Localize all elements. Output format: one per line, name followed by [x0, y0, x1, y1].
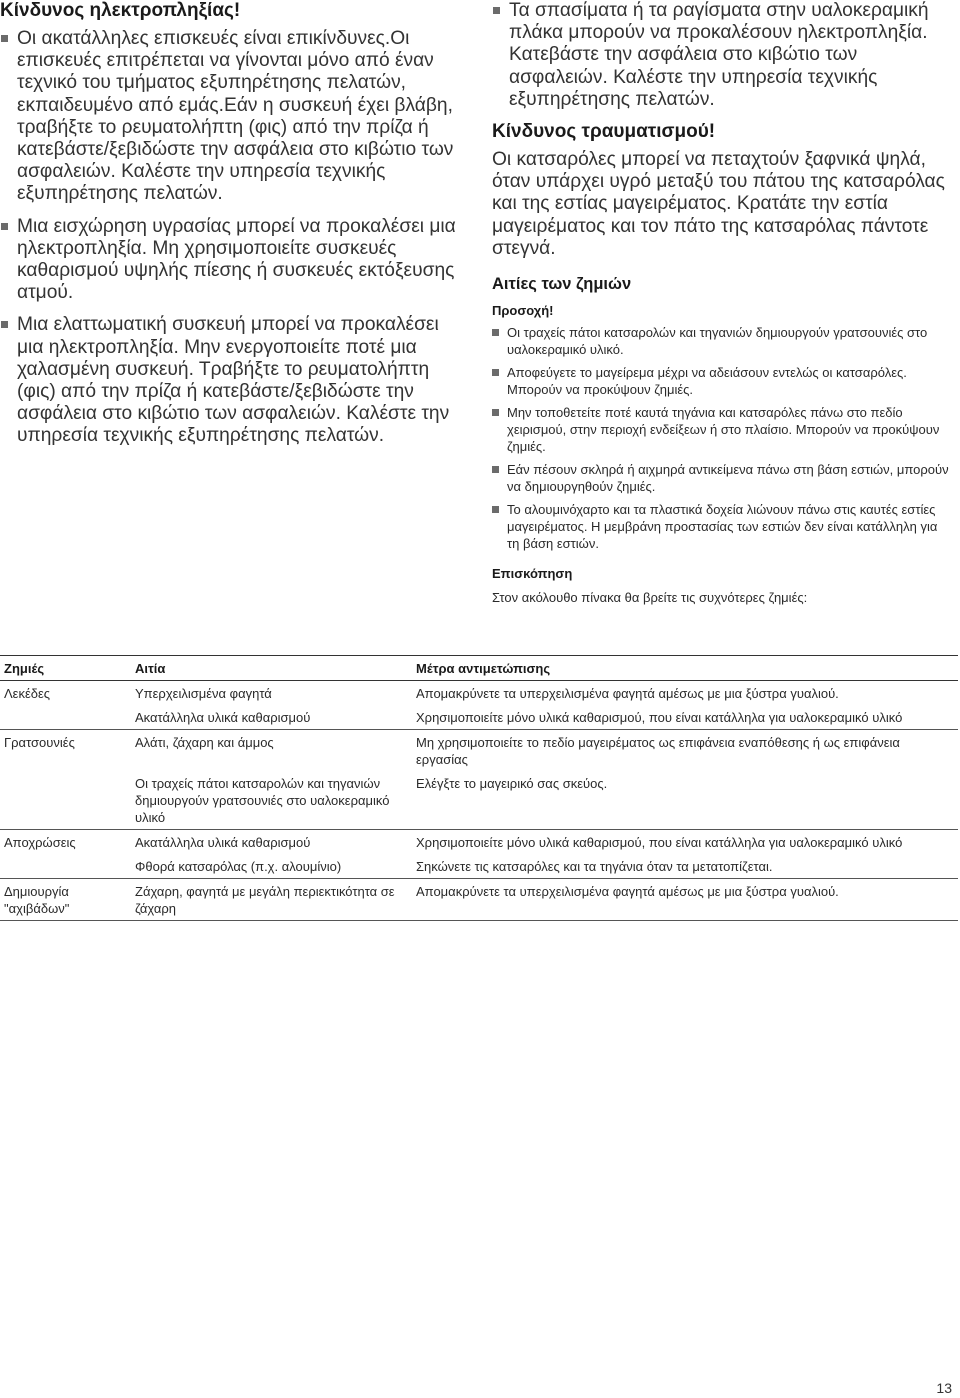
table-cell: Απομακρύνετε τα υπερχειλισμένα φαγητά αμέσως με μια ξύστρα γυαλιού.: [416, 686, 839, 701]
list-item: [0, 314, 468, 447]
overview-text: Στον ακόλουθο πίνακα θα βρείτε τις συχνότερες ζημιές:: [492, 590, 808, 606]
bullet-square-icon: [492, 466, 499, 473]
table-cell: Αλάτι, ζάχαρη και άμμος: [135, 735, 274, 750]
table-cell: [0, 854, 131, 879]
bullet-square-icon: [1, 223, 8, 230]
table-cell: Ζάχαρη, φαγητά με μεγάλη περιεκτικότητα σε ζάχαρη: [131, 879, 412, 921]
bullet-square-icon: [492, 369, 499, 376]
page-number: 13: [936, 1380, 952, 1396]
list-item-text: Μια ελαττωματική συσκευή μπορεί να προκαλέσει μια ηλεκτροπληξία. Μην ενεργοποιείτε ποτέ μια χαλασμένη συσκευή. Τραβήξτε το ρευματολήπτη (φις) από την πρίζα ή κατεβάστε/ξεβιδώστε την ασφάλεια στο κιβώτιο των ασφαλειών. Καλέστε την υπηρεσία τεχνικής εξυπηρέτησης πελατών.: [17, 314, 450, 447]
list-item-text: Τα σπασίματα ή τα ραγίσματα στην υαλοκεραμική πλάκα μπορούν να προκαλέσουν ηλεκτροπληξία. Κατεβάστε την ασφάλεια στο κιβώτιο των ασφαλειών. Καλέστε την υπηρεσία τεχνικής εξυπηρέτησης πελατών.: [509, 0, 929, 110]
damage-table: [0, 655, 958, 921]
table-cell: Ακατάλληλα υλικά καθαρισμού: [131, 705, 412, 730]
table-cell: Φθορά κατσαρόλας (π.χ. αλουμίνιο): [131, 854, 412, 879]
list-item: [492, 501, 952, 552]
table-cell: Γρατσουνιές: [4, 735, 75, 750]
causes-section-title: Αιτίες των ζημιών: [492, 275, 632, 294]
bullet-square-icon: [492, 329, 499, 336]
list-item: [492, 324, 952, 358]
table-cell: Σηκώνετε τις κατσαρόλες και τα τηγάνια όταν τα μετατοπίζεται.: [412, 854, 958, 879]
overview-label: Επισκόπηση: [492, 566, 573, 582]
injury-warning-text: Οι κατσαρόλες μπορεί να πεταχτούν ξαφνικά ψηλά, όταν υπάρχει υγρό μεταξύ του πάτου της κατσαρόλας και της εστίας μαγειρέματος. Κρατάτε την εστία μαγειρέματος και τον πάτο της κατσαρόλας πάντοτε στεγνά.: [492, 149, 945, 259]
table-cell: [0, 705, 131, 730]
electric-shock-warning-title: Κίνδυνος ηλεκτροπληξίας!: [0, 0, 241, 21]
column-header-remedy: Μέτρα αντιμετώπισης: [412, 656, 958, 681]
list-item: [0, 28, 468, 206]
table-header-row: [0, 656, 958, 681]
table-cell: Απομακρύνετε τα υπερχειλισμένα φαγητά αμέσως με μια ξύστρα γυαλιού.: [412, 879, 958, 921]
list-item-text: Το αλουμινόχαρτο και τα πλαστικά δοχεία λιώνουν πάνω στις καυτές εστίες μαγειρέματος. Η μεμβράνη προστασίας των εστιών δεν είναι κατάλληλη για τη βάση εστιών.: [507, 502, 938, 552]
attention-label: Προσοχή!: [492, 303, 554, 319]
table-cell: Υπερχειλισμένα φαγητά: [135, 686, 272, 701]
bullet-square-icon: [492, 409, 499, 416]
table-row: [0, 681, 958, 706]
table-cell: Χρησιμοποιείτε μόνο υλικά καθαρισμού, που είναι κατάλληλα για υαλοκεραμικό υλικό: [412, 705, 958, 730]
injury-warning-title: Κίνδυνος τραυματισμού!: [492, 121, 716, 143]
table-cell: Αποχρώσεις: [4, 835, 76, 850]
list-item: [492, 0, 952, 111]
right-column: [492, 0, 952, 606]
list-item-text: Εάν πέσουν σκληρά ή αιχμηρά αντικείμενα πάνω στη βάση εστιών, μπορούν να δημιουργηθούν ζημιές.: [507, 462, 949, 495]
table-cell: Ακατάλληλα υλικά καθαρισμού: [135, 835, 311, 850]
table-cell: Χρησιμοποιείτε μόνο υλικά καθαρισμού, που είναι κατάλληλα για υαλοκεραμικό υλικό: [416, 835, 903, 850]
table-cell: Μη χρησιμοποιείτε το πεδίο μαγειρέματος ως επιφάνεια εναπόθεσης ή ως επιφάνεια εργασίας: [416, 735, 900, 767]
table-cell: Λεκέδες: [4, 686, 51, 701]
table-row: [0, 879, 958, 921]
list-item-text: Οι ακατάλληλες επισκευές είναι επικίνδυνες.Οι επισκευές επιτρέπεται να γίνονται μόνο από έναν τεχνικό του τμήματος εξυπηρέτησης πελατών, εκπαιδευμένο από εμάς.Εάν η συσκευή έχει βλάβη, τραβήξτε το ρευματολήπτη (φις) από την πρίζα ή κατεβάστε/ξεβιδώστε την ασφάλεια στο κιβώτιο των ασφαλειών. Καλέστε την υπηρεσία τεχνικής εξυπηρέτησης πελατών.: [17, 28, 454, 205]
list-item: [492, 404, 952, 455]
table-cell: Δημιουργία "αχιβάδων": [0, 879, 131, 921]
column-header-damage: Ζημιές: [0, 656, 131, 681]
list-item-text: Μην τοποθετείτε ποτέ καυτά τηγάνια και κατσαρόλες πάνω στο πεδίο χειρισμού, στην περιοχή ενδείξεων ή στο πλαίσιο. Μπορούν να προκύψουν ζημιές.: [507, 405, 940, 455]
list-item-text: Μια εισχώρηση υγρασίας μπορεί να προκαλέσει μια ηλεκτροπληξία. Μη χρησιμοποιείτε συσκευές καθαρισμού υψηλής πίεσης ή συσκευές εκτόξευσης ατμού.: [17, 215, 456, 304]
list-item: [492, 364, 952, 398]
list-item: [0, 216, 468, 305]
table-row: [0, 854, 958, 879]
table-row: [0, 730, 958, 772]
bullet-square-icon: [493, 7, 500, 14]
bullet-square-icon: [492, 506, 499, 513]
list-item-text: Οι τραχείς πάτοι κατσαρολών και τηγανιών δημιουργούν γρατσουνιές στο υαλοκεραμικό υλικό.: [507, 325, 928, 358]
table-cell: [0, 771, 131, 830]
list-item-text: Αποφεύγετε το μαγείρεμα μέχρι να αδειάσουν εντελώς οι κατσαρόλες. Μπορούν να προκύψουν ζημιές.: [507, 365, 907, 398]
table-row: [0, 705, 958, 730]
table-cell: Οι τραχείς πάτοι κατσαρολών και τηγανιών δημιουργούν γρατσουνιές στο υαλοκεραμικό υλικό: [131, 771, 412, 830]
table-cell: Ελέγξτε το μαγειρικό σας σκεύος.: [412, 771, 958, 830]
table-row: [0, 830, 958, 855]
table-row: [0, 771, 958, 830]
bullet-square-icon: [1, 35, 8, 42]
left-column: [0, 0, 468, 448]
column-header-cause: Αιτία: [131, 656, 412, 681]
list-item: [492, 461, 952, 495]
bullet-square-icon: [1, 321, 8, 328]
